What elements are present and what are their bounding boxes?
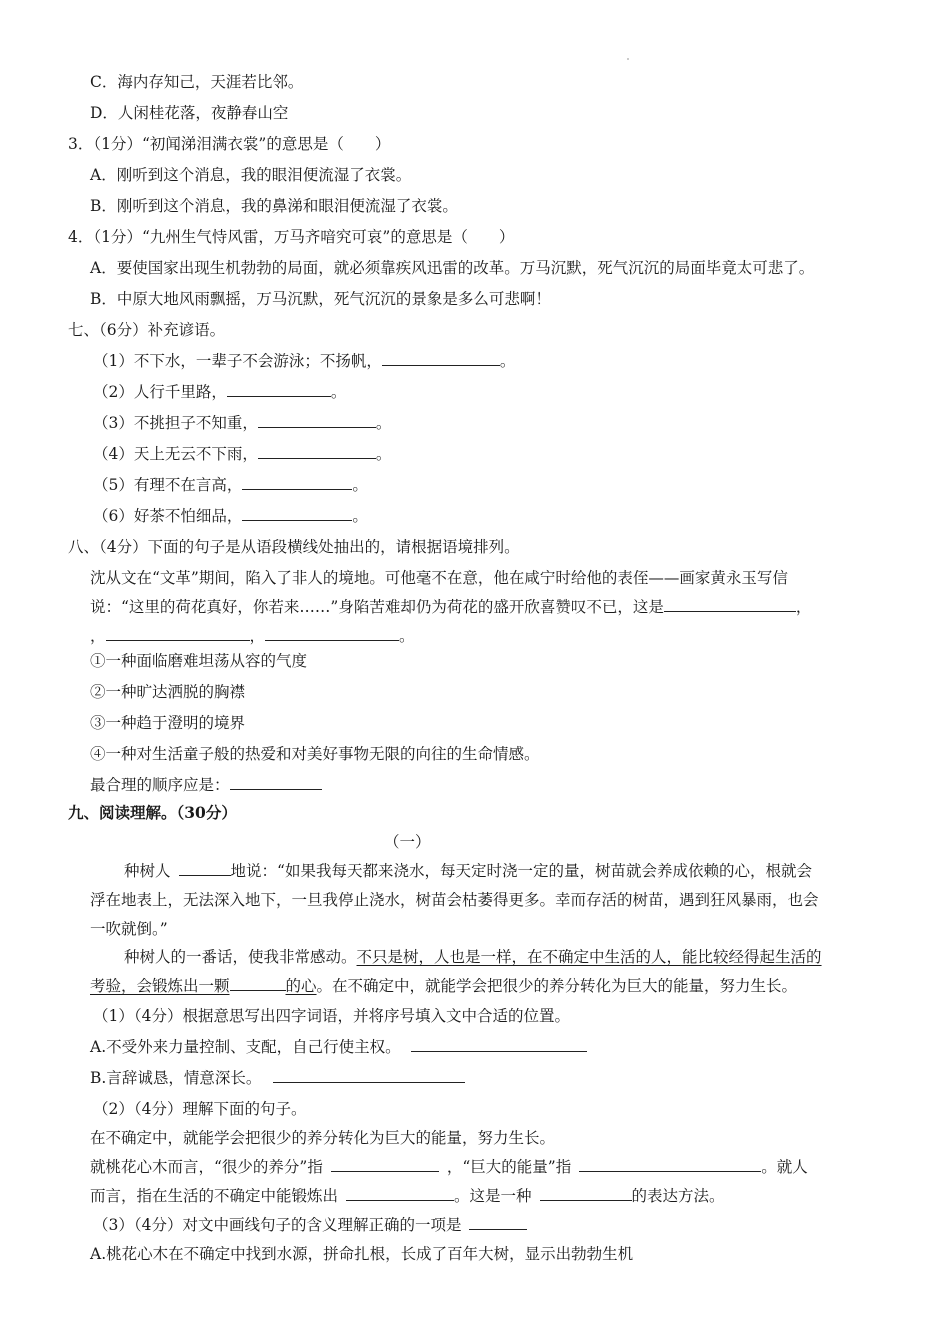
sec8-paragraph-line1: 沈从文在“文革”期间，陷入了非人的境地。可他毫不在意，他在咸宁时给他的表侄——画家黄永玉写信 [90, 569, 788, 587]
sec7-item-6: （6）好茶不怕细品， 。 [93, 507, 368, 525]
sec9-title: 九、阅读理解。（30分） [68, 803, 237, 822]
sec9-para1-line1: 种树人 地说：“如果我每天都来浇水，每天定时浇一定的量，树苗就会养成依赖的心，根就会 [124, 862, 812, 880]
blank-line[interactable] [411, 1037, 587, 1052]
page-mark [627, 58, 629, 60]
blank-line[interactable] [227, 382, 331, 397]
sec9-part-label: （一） [384, 833, 431, 851]
sec9-para2-line2: 考验，会锻炼出一颗 的心。在不确定中，就能学会把很少的养分转化为巨大的能量，努力生长。 [90, 977, 798, 995]
sec9-q2: （2）（4分）理解下面的句子。 [93, 1100, 307, 1118]
sec8-option-1: ①一种面临磨难坦荡从容的气度 [90, 652, 308, 670]
blank-line[interactable] [331, 1157, 439, 1172]
blank-line[interactable] [579, 1157, 761, 1172]
sec8-title: 八、（4分）下面的句子是从语段横线处抽出的，请根据语境排列。 [68, 538, 520, 556]
sec7-item-1: （1）不下水，一辈子不会游泳；不扬帆， 。 [93, 352, 516, 370]
sec8-paragraph-line2: 说：“这里的荷花真好，你若来……”身陷苦难却仍为荷花的盛开欣喜赞叹不已，这是 ， [90, 598, 812, 616]
sec9-q3-option-a: A.桃花心木在不确定中找到水源，拼命扎根，长成了百年大树，显示出勃勃生机 [90, 1245, 634, 1263]
sec9-q2-line1: 就桃花心木而言，“很少的养分”指 ，“巨大的能量”指 。就人 [90, 1158, 808, 1176]
sec7-item-2: （2）人行千里路， 。 [93, 383, 347, 401]
sec9-q2-sentence: 在不确定中，就能学会把很少的养分转化为巨大的能量，努力生长。 [90, 1129, 556, 1147]
q4-stem: 4．（1分）“九州生气恃风雷，万马齐喑究可哀”的意思是（ ） [68, 228, 515, 246]
sec8-option-2: ②一种旷达洒脱的胸襟 [90, 683, 246, 701]
sec7-item-4: （4）天上无云不下雨， 。 [93, 445, 392, 463]
sec9-q3: （3）（4分）对文中画线句子的含义理解正确的一项是 [93, 1215, 527, 1235]
blank-line[interactable] [230, 976, 286, 991]
blank-line[interactable] [179, 861, 231, 876]
sec9-q1-b: B.言辞诚恳，情意深长。 [90, 1068, 465, 1088]
sec7-title: 七、（6分）补充谚语。 [68, 321, 226, 339]
q4-option-b: B．中原大地风雨飘摇，万马沉默，死气沉沉的景象是多么可悲啊！ [90, 290, 551, 308]
blank-line[interactable] [273, 1068, 465, 1083]
blank-line[interactable] [242, 475, 352, 490]
sec8-option-4: ④一种对生活童子般的热爱和对美好事物无限的向往的生命情感。 [90, 745, 540, 763]
blank-line[interactable] [346, 1186, 454, 1201]
q3-stem: 3．（1分）“初闻涕泪满衣裳”的意思是（ ） [68, 135, 391, 153]
blank-line[interactable] [106, 626, 250, 641]
sec8-paragraph-line3: ， ， 。 [90, 627, 415, 645]
sec8-option-3: ③一种趋于澄明的境界 [90, 714, 246, 732]
q2-option-d: D．人闲桂花落，夜静春山空 [90, 104, 289, 122]
q3-option-a: A．刚听到这个消息，我的眼泪便流湿了衣裳。 [90, 166, 412, 184]
sec9-para1-line3: 一吹就倒。” [90, 920, 168, 938]
q4-option-a: A．要使国家出现生机勃勃的局面，就必须靠疾风迅雷的改革。万马沉默，死气沉沉的局面毕竟太可悲了。 [90, 259, 815, 277]
blank-line[interactable] [382, 351, 500, 366]
blank-line[interactable] [664, 597, 796, 612]
q3-option-b: B．刚听到这个消息，我的鼻涕和眼泪便流湿了衣裳。 [90, 197, 458, 215]
sec8-order: 最合理的顺序应是： [90, 775, 322, 795]
sec7-item-3: （3）不挑担子不知重， 。 [93, 414, 392, 432]
blank-line[interactable] [540, 1186, 632, 1201]
sec9-q1: （1）（4分）根据意思写出四字词语，并将序号填入文中合适的位置。 [93, 1007, 570, 1025]
blank-line[interactable] [230, 775, 322, 790]
blank-line[interactable] [258, 444, 376, 459]
sec9-para2-line1: 种树人的一番话，使我非常感动。不只是树，人也是一样，在不确定中生活的人，能比较经得起生活的 [124, 948, 822, 966]
sec9-q2-line2: 而言，指在生活的不确定中能锻炼出 。这是一种 的表达方法。 [90, 1187, 725, 1205]
blank-line[interactable] [258, 413, 376, 428]
sec9-q1-a: A.不受外来力量控制、支配，自己行使主权。 [90, 1037, 587, 1057]
underlined-sentence: 不只是树，人也是一样，在不确定中生活的人，能比较经得起生活的 [356, 948, 822, 966]
sec9-para1-line2: 浮在地表上，无法深入地下，一旦我停止浇水，树苗会枯萎得更多。幸而存活的树苗，遇到狂风暴雨，也会 [90, 891, 819, 909]
sec7-item-5: （5）有理不在言高， 。 [93, 476, 368, 494]
q2-option-c: C．海内存知己，天涯若比邻。 [90, 73, 304, 91]
blank-line[interactable] [265, 626, 399, 641]
blank-line[interactable] [242, 506, 352, 521]
blank-line[interactable] [469, 1215, 527, 1230]
